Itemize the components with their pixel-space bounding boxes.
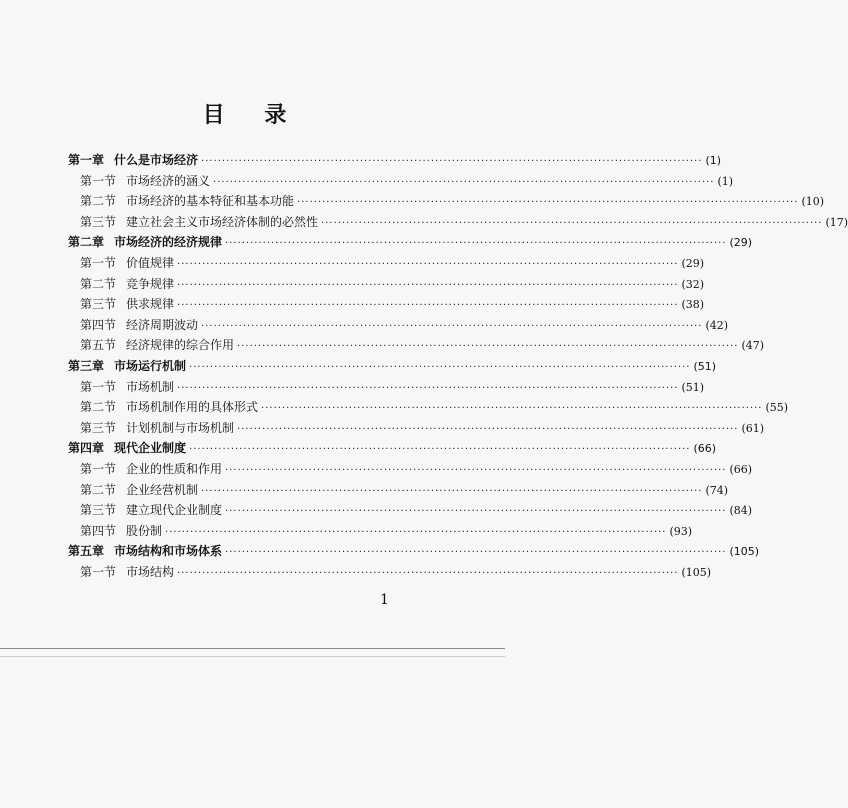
dot-leader: ························································································································ — [177, 382, 679, 394]
entry-number: 第一节 — [80, 256, 117, 270]
entry-page: (1) — [705, 154, 722, 167]
toc-section-entry — [80, 500, 753, 520]
entry-page: (29) — [681, 257, 705, 270]
toc-section-entry — [80, 315, 729, 335]
entry-title: 经济规律的综合作用 — [126, 338, 235, 353]
dot-leader: ························································································································ — [237, 423, 739, 435]
toc-section-entry — [80, 191, 825, 211]
toc-chapter-entry — [68, 150, 722, 170]
toc-section-entry — [80, 253, 705, 273]
entry-number: 第三节 — [80, 214, 117, 229]
entry-page: (51) — [681, 380, 705, 394]
entry-page: (38) — [681, 298, 705, 312]
entry-page: (47) — [741, 339, 765, 353]
entry-title: 现代企业制度 — [114, 441, 187, 456]
entry-number: 第五章 — [68, 544, 105, 559]
entry-number: 第二节 — [80, 276, 117, 291]
entry-title: 企业经营机制 — [126, 482, 199, 497]
dot-leader: ························································································································ — [177, 300, 679, 312]
toc-chapter-entry — [68, 541, 760, 561]
entry-number: 第三节 — [80, 297, 117, 312]
toc-section-entry — [80, 562, 712, 582]
entry-number: 第四节 — [80, 317, 117, 332]
entry-title: 经济周期波动 — [126, 317, 199, 332]
entry-page: (74) — [705, 483, 729, 497]
toc-section-entry — [80, 480, 729, 500]
entry-page: (29) — [729, 236, 753, 250]
page-number: 1 — [380, 592, 389, 608]
entry-title: 什么是市场经济 — [114, 153, 199, 167]
toc-section-entry — [80, 418, 765, 438]
entry-title: 竞争规律 — [126, 276, 175, 291]
entry-title: 计划机制与市场机制 — [126, 420, 235, 435]
dot-leader: ························································································································ — [177, 568, 679, 579]
toc-section-entry — [80, 212, 848, 232]
entry-page: (10) — [801, 195, 825, 209]
entry-number: 第五节 — [80, 338, 117, 353]
dot-leader: ························································································································ — [225, 506, 727, 518]
toc-chapter-entry — [68, 438, 717, 458]
entry-number: 第一节 — [80, 565, 117, 579]
entry-number: 第一节 — [80, 462, 117, 476]
entry-title: 市场运行机制 — [114, 359, 187, 373]
entry-title: 建立现代企业制度 — [126, 503, 223, 518]
entry-title: 建立社会主义市场经济体制的必然性 — [126, 214, 319, 229]
toc-chapter-entry — [68, 356, 717, 376]
entry-page: (17) — [825, 215, 848, 229]
entry-number: 第二章 — [68, 235, 105, 250]
toc-section-entry — [80, 459, 753, 479]
entry-title: 市场结构和市场体系 — [114, 544, 223, 559]
toc-section-entry — [80, 521, 693, 541]
entry-page: (1) — [717, 174, 734, 188]
toc-section-entry — [80, 397, 789, 417]
entry-page: (93) — [669, 524, 693, 538]
entry-number: 第三节 — [80, 420, 117, 435]
entry-title: 企业的性质和作用 — [126, 462, 223, 476]
entry-number: 第一章 — [68, 153, 105, 167]
dot-leader: ························································································································ — [225, 238, 727, 250]
entry-number: 第一节 — [80, 379, 117, 394]
entry-page: (66) — [729, 463, 753, 476]
entry-title: 市场经济的涵义 — [126, 173, 211, 188]
entry-number: 第一节 — [80, 173, 117, 188]
dot-leader: ························································································································ — [177, 259, 679, 270]
toc-section-entry — [80, 377, 705, 397]
entry-title: 市场经济的基本特征和基本功能 — [126, 194, 295, 209]
entry-number: 第二节 — [80, 482, 117, 497]
toc-section-entry — [80, 294, 705, 314]
page-edge-line — [0, 648, 505, 649]
entry-number: 第三节 — [80, 503, 117, 518]
entry-number: 第四节 — [80, 523, 117, 538]
toc-section-entry — [80, 274, 705, 294]
dot-leader: ························································································································ — [189, 362, 691, 373]
dot-leader: ························································································································ — [237, 341, 739, 353]
page-title: 目 录 — [202, 103, 303, 128]
entry-number: 第二节 — [80, 194, 117, 209]
entry-page: (61) — [741, 421, 765, 435]
dot-leader: ························································································································ — [189, 444, 691, 456]
dot-leader: ························································································································ — [225, 465, 727, 476]
toc-section-entry — [80, 335, 765, 355]
entry-title: 股份制 — [126, 523, 163, 538]
entry-number: 第四章 — [68, 441, 105, 456]
toc-section-entry — [80, 171, 734, 191]
entry-page: (42) — [705, 318, 729, 332]
entry-title: 市场机制作用的具体形式 — [126, 400, 259, 415]
toc-chapter-entry — [68, 232, 753, 252]
entry-page: (55) — [765, 401, 789, 415]
dot-leader: ························································································································ — [177, 279, 679, 291]
entry-title: 供求规律 — [126, 297, 175, 312]
dot-leader: ························································································································ — [225, 547, 727, 559]
entry-page: (32) — [681, 277, 705, 291]
entry-title: 市场经济的经济规律 — [114, 235, 223, 250]
dot-leader: ························································································································ — [201, 156, 703, 167]
dot-leader: ························································································································ — [201, 485, 703, 497]
entry-number: 第三章 — [68, 359, 105, 373]
dot-leader: ························································································································ — [165, 526, 667, 538]
entry-title: 市场结构 — [126, 565, 175, 579]
dot-leader: ························································································································ — [297, 197, 799, 209]
entry-page: (105) — [729, 545, 760, 559]
entry-number: 第二节 — [80, 400, 117, 415]
dot-leader: ························································································································ — [201, 320, 703, 332]
entry-title: 价值规律 — [126, 256, 175, 270]
entry-title: 市场机制 — [126, 379, 175, 394]
entry-page: (66) — [693, 442, 717, 456]
dot-leader: ························································································································ — [213, 176, 715, 188]
dot-leader: ························································································································ — [261, 403, 763, 415]
entry-page: (84) — [729, 504, 753, 518]
entry-page: (51) — [693, 360, 717, 373]
page-edge-line-faint — [0, 656, 505, 657]
entry-page: (105) — [681, 566, 712, 579]
dot-leader: ························································································································ — [321, 217, 823, 229]
